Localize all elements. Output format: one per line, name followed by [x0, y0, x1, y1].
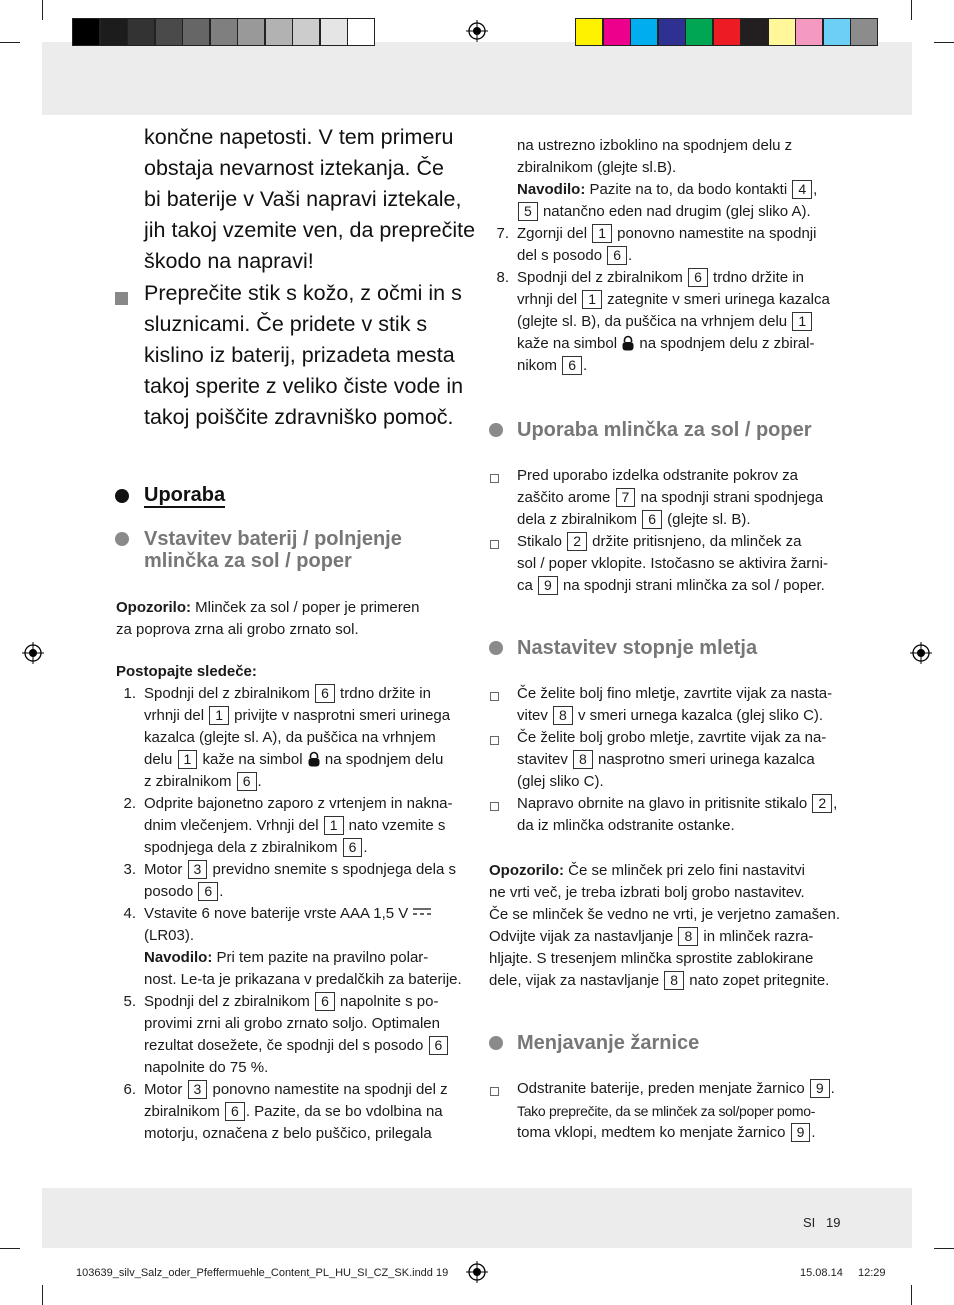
heading-nastavitev: Nastavitev stopnje mletja — [517, 637, 758, 659]
text: na spodnji strani mlinčka za sol / poper. — [558, 577, 825, 594]
text-line: Tako preprečite, da se mlinček za sol/poper pomo- — [517, 1103, 816, 1119]
text: Motor — [144, 1081, 187, 1098]
dc-voltage-icon — [412, 907, 432, 917]
list-item — [116, 859, 476, 903]
text-line: bi baterije v Vaši napravi iztekale, — [144, 187, 462, 211]
footer-band — [42, 1188, 912, 1248]
intro-warning-text — [144, 122, 484, 277]
color-swatch — [823, 18, 851, 46]
step-number: 8. — [496, 269, 509, 286]
text: delu — [144, 751, 177, 768]
text-line: sluznicami. Če pridete v stik s — [144, 312, 428, 336]
text: trdno držite in — [335, 685, 431, 702]
part-number-box: 2 — [567, 532, 587, 551]
registration-mark-icon — [466, 20, 488, 42]
text: Spodnji del z zbiralnikom — [144, 993, 315, 1010]
list-item — [116, 1079, 476, 1145]
square-bullet-icon — [115, 292, 128, 305]
mlincek-list — [489, 465, 849, 597]
text: vrhnji del — [517, 291, 582, 308]
text: dele, vijak za nastavljanje — [489, 972, 664, 989]
steps-list-continued — [489, 223, 849, 377]
text: nikom — [517, 357, 562, 374]
part-number-box: 1 — [209, 706, 229, 725]
text: spodnjega dela z zbiralnikom — [144, 839, 342, 856]
crop-mark — [42, 1285, 43, 1305]
crop-mark — [0, 1248, 20, 1249]
step-number: 4. — [123, 905, 136, 922]
text: . — [257, 773, 262, 790]
part-number-box: 1 — [178, 750, 198, 769]
text: nato vzemite s — [344, 817, 446, 834]
color-swatch — [768, 18, 796, 46]
procedure-label — [116, 661, 476, 683]
steps-list — [116, 683, 476, 1145]
text-line: sol / poper vklopite. Istočasno se aktivira žarni- — [517, 555, 828, 572]
note-label: Opozorilo: — [116, 599, 191, 616]
text-line: za poprova zrna ali grobo zrnato sol. — [116, 621, 359, 638]
text: kaže na simbol — [517, 335, 622, 352]
checkbox-bullet-icon — [490, 692, 499, 701]
part-number-box: 4 — [792, 180, 812, 199]
list-item — [116, 903, 476, 991]
section-bullet-icon — [115, 489, 129, 503]
text: Zgornji del — [517, 225, 592, 242]
part-number-box: 6 — [688, 268, 708, 287]
crop-mark — [911, 1285, 912, 1305]
list-item — [489, 531, 849, 597]
text: rezultat dosežete, če spodnji del s posodo — [144, 1037, 428, 1054]
step-number: 7. — [496, 225, 509, 242]
heading-text: Uporaba — [144, 484, 226, 506]
part-number-box: 6 — [607, 246, 627, 265]
list-item: Napravo obrnite na glavo in pritisnite stikalo 2 , da iz mlinčka odstranite ostanke. — [489, 793, 849, 837]
part-number-box: 8 — [664, 971, 684, 990]
list-item — [489, 465, 849, 531]
heading-text: Vstavitev baterij / polnjenje — [144, 528, 402, 550]
skin-contact-warning — [144, 278, 484, 433]
part-number-box: 1 — [324, 816, 344, 835]
text: napolnite s po- — [335, 993, 439, 1010]
part-number-box: 6 — [429, 1036, 449, 1055]
header-band — [42, 42, 912, 115]
color-swatch — [72, 18, 100, 46]
text-line: jih takoj vzemite ven, da preprečite — [144, 218, 476, 242]
part-number-box: 3 — [188, 1080, 208, 1099]
text: (glejte sl. B). — [663, 511, 751, 528]
text: ponovno namestite na spodnji del z — [208, 1081, 448, 1098]
part-number-box: 8 — [553, 706, 573, 725]
text: previdno snemite s spodnjega dela s — [208, 861, 456, 878]
heading-uporaba — [144, 484, 225, 507]
text-line: napolnite do 75 %. — [144, 1059, 269, 1076]
step-number: 2. — [123, 795, 136, 812]
checkbox-bullet-icon — [490, 474, 499, 483]
text: Odvijte vijak za nastavljanje — [489, 928, 678, 945]
text: trdno držite in — [708, 269, 804, 286]
page-language: SI — [803, 1215, 816, 1230]
checkbox-bullet-icon — [490, 736, 499, 745]
text-line: ne vrti več, je treba izbrati bolj grobo nastavitev. — [489, 884, 805, 901]
text-line: nost. Le-ta je prikazana v predalčkih za baterije. — [144, 971, 462, 988]
list-item — [116, 991, 476, 1079]
note-label: Navodilo: — [144, 949, 213, 966]
list-item: 7. Zgornji del 1 ponovno namestite na spodnji del s posodo 6 . — [489, 223, 849, 267]
text-line: (glej sliko C). — [517, 773, 604, 790]
part-number-box: 8 — [678, 927, 698, 946]
checkbox-bullet-icon — [490, 540, 499, 549]
text: . — [219, 883, 224, 900]
crop-mark — [0, 42, 20, 43]
color-swatch — [347, 18, 375, 46]
crop-mark — [934, 42, 954, 43]
text-line: zbiralnikom (glejte sl.B). — [517, 159, 677, 176]
color-swatch — [740, 18, 768, 46]
color-swatch — [210, 18, 238, 46]
text: z zbiralnikom — [144, 773, 236, 790]
color-swatch — [630, 18, 658, 46]
heading-vstavitev — [144, 528, 402, 572]
text: zaščito arome — [517, 489, 615, 506]
part-number-box: 6 — [562, 356, 582, 375]
text: v smeri urnega kazalca (glej sliko C). — [573, 707, 824, 724]
section-bullet-icon — [115, 532, 129, 546]
color-swatch — [795, 18, 823, 46]
heading-mlincek: Uporaba mlinčka za sol / poper — [517, 419, 812, 441]
text: nato zopet pritegnite. — [685, 972, 830, 989]
text: na spodnjem delu z zbiral- — [635, 335, 815, 352]
part-number-box: 9 — [810, 1079, 830, 1098]
text: ponovno namestite na spodnji — [613, 225, 817, 242]
part-number-box: 9 — [791, 1123, 811, 1142]
color-swatch — [320, 18, 348, 46]
list-item — [489, 727, 849, 793]
text: dela z zbiralnikom — [517, 511, 642, 528]
color-swatch — [292, 18, 320, 46]
text: Vstavite 6 nove baterije vrste AAA 1,5 V — [144, 905, 413, 922]
text: nasprotno smeri urinega kazalca — [593, 751, 815, 768]
text-line: (LR03). — [144, 927, 195, 944]
text: na spodnji strani spodnjega — [636, 489, 824, 506]
text: Če se mlinček pri zelo fini nastavitvi — [564, 862, 805, 879]
text-line: kislino iz baterij, prizadeta mesta — [144, 343, 455, 367]
text-line: obstaja nevarnost iztekanja. Če — [144, 156, 444, 180]
lock-icon — [307, 751, 321, 767]
text: natančno eden nad drugim (glej sliko A). — [538, 203, 811, 220]
text: kaže na simbol — [198, 751, 307, 768]
checkbox-bullet-icon — [490, 802, 499, 811]
list-item: Odstranite baterije, preden menjate žarnico 9 . Tako preprečite, da se mlinček za sol/poper pomo- toma vklopi, medtem ko menjate žarnico 9 . — [489, 1078, 849, 1144]
crop-mark — [911, 0, 912, 20]
section-bullet-icon — [489, 641, 503, 655]
opozorilo-note — [116, 597, 476, 641]
text: in mlinček razra- — [699, 928, 814, 945]
part-number-box: 6 — [343, 838, 363, 857]
text-line: hljajte. S tresenjem mlinčka sprostite zablokirane — [489, 950, 814, 967]
step-number: 1. — [123, 685, 136, 702]
text: . Pazite, da se bo vdolbina na — [245, 1103, 443, 1120]
part-number-box: 2 — [812, 794, 832, 813]
color-swatch — [603, 18, 631, 46]
note-label: Opozorilo: — [489, 862, 564, 879]
part-number-box: 6 — [315, 992, 335, 1011]
text: zbiralnikom — [144, 1103, 225, 1120]
registration-mark-icon — [910, 642, 932, 664]
step-number: 5. — [123, 993, 136, 1010]
crop-mark — [934, 1248, 954, 1249]
note-label: Navodilo: — [517, 181, 586, 198]
list-item — [489, 683, 849, 727]
text-line: kazalca (glejte sl. A), da puščica na vrhnjem — [144, 729, 436, 746]
file-name: 103639_silv_Salz_oder_Pfeffermuehle_Content_PL_HU_SI_CZ_SK.indd 19 — [76, 1267, 449, 1279]
color-swatch — [182, 18, 210, 46]
text-line: Če se mlinček še vedno ne vrti, je verjetno zamašen. — [489, 906, 840, 923]
part-number-box: 8 — [573, 750, 593, 769]
part-number-box: 6 — [642, 510, 662, 529]
text: zategnite v smeri urinega kazalca — [603, 291, 830, 308]
text: dnim vlečenjem. Vrhnji del — [144, 817, 323, 834]
color-swatch — [127, 18, 155, 46]
print-date: 15.08.14 — [800, 1267, 843, 1279]
part-number-box: 9 — [538, 576, 558, 595]
text-line: Odprite bajonetno zaporo z vrtenjem in nakna- — [144, 795, 453, 812]
text: vitev — [517, 707, 553, 724]
text: Napravo obrnite na glavo in pritisnite stikalo — [517, 795, 812, 812]
text-line: Če želite bolj fino mletje, zavrtite vijak za nasta- — [517, 685, 833, 702]
text: (glejte sl. B), da puščica na vrhnjem delu — [517, 313, 792, 330]
section-bullet-icon — [489, 1036, 503, 1050]
text: vrhnji del — [144, 707, 209, 724]
color-swatch — [155, 18, 183, 46]
part-number-box: 1 — [792, 312, 812, 331]
text: Odstranite baterije, preden menjate žarnico — [517, 1080, 809, 1097]
color-swatch — [265, 18, 293, 46]
text: ca — [517, 577, 538, 594]
text: Stikalo — [517, 533, 567, 550]
step-6-continued: na ustrezno izboklino na spodnjem delu z zbiralnikom (glejte sl.B). Navodilo: Pazite na to, da bodo kontakti 4 , 5 natančno eden nad drugim (glej sliko A). — [517, 135, 857, 223]
text-line: Mlinček za sol / poper je primeren — [191, 599, 420, 616]
color-swatch — [237, 18, 265, 46]
opozorilo-note-right — [489, 860, 849, 992]
text: na spodnjem delu — [320, 751, 444, 768]
text-line: končne napetosti. V tem primeru — [144, 125, 454, 149]
text-line: škodo na napravi! — [144, 249, 314, 273]
registration-mark-icon — [22, 642, 44, 664]
text-line: na ustrezno izboklino na spodnjem delu z — [517, 137, 793, 154]
step-number: 6. — [123, 1081, 136, 1098]
part-number-box: 3 — [188, 860, 208, 879]
part-number-box: 6 — [198, 882, 218, 901]
text-line: takoj sperite z veliko čiste vode in — [144, 374, 464, 398]
zarnice-list — [489, 1078, 849, 1144]
part-number-box: 7 — [616, 488, 636, 507]
text: Pazite na to, da bodo kontakti — [585, 181, 792, 198]
text: toma vklopi, medtem ko menjate žarnico — [517, 1124, 790, 1141]
part-number-box: 6 — [315, 684, 335, 703]
text-line: Preprečite stik s kožo, z očmi in s — [144, 281, 462, 305]
list-item — [116, 683, 476, 793]
part-number-box: 1 — [582, 290, 602, 309]
procedure-label-text: Postopajte sledeče: — [116, 663, 257, 680]
list-item: 8. Spodnji del z zbiralnikom 6 trdno držite in vrhnji del 1 zategnite v smeri urinega kazalca (glejte sl. B), da puščica na vrhnjem delu 1 kaže na simbol na spodnjem delu z zbiral- nikom 6 . — [489, 267, 849, 377]
text-line: provimi zrni ali grobo zrnato soljo. Optimalen — [144, 1015, 440, 1032]
color-swatch — [685, 18, 713, 46]
text: . — [363, 839, 368, 856]
part-number-box: 6 — [225, 1102, 245, 1121]
lock-icon — [621, 335, 635, 351]
list-item — [116, 793, 476, 859]
print-time: 12:29 — [858, 1267, 886, 1279]
text: posodo — [144, 883, 198, 900]
text: Spodnji del z zbiralnikom — [144, 685, 315, 702]
color-swatch — [658, 18, 686, 46]
checkbox-bullet-icon — [490, 1087, 499, 1096]
page-number: 19 — [826, 1215, 841, 1230]
step-number: 3. — [123, 861, 136, 878]
text-line: motorju, označena z belo puščico, prilegala — [144, 1125, 432, 1142]
text-line: Pred uporabo izdelka odstranite pokrov za — [517, 467, 799, 484]
text: Pri tem pazite na pravilno polar- — [212, 949, 429, 966]
nastavitev-list — [489, 683, 849, 837]
part-number-box: 6 — [237, 772, 257, 791]
registration-mark-icon — [466, 1261, 488, 1283]
text: držite pritisnjeno, da mlinček za — [588, 533, 802, 550]
section-bullet-icon — [489, 423, 503, 437]
text-line: takoj poiščite zdravniško pomoč. — [144, 405, 454, 429]
text-line: Če želite bolj grobo mletje, zavrtite vijak za na- — [517, 729, 827, 746]
heading-zarnice: Menjavanje žarnice — [517, 1032, 700, 1054]
color-swatch — [100, 18, 128, 46]
part-number-box: 1 — [592, 224, 612, 243]
color-swatch — [713, 18, 741, 46]
text: del s posodo — [517, 247, 607, 264]
text: Motor — [144, 861, 187, 878]
text: privijte v nasprotni smeri urinega — [230, 707, 451, 724]
part-number-box: 5 — [518, 202, 538, 221]
text: Spodnji del z zbiralnikom — [517, 269, 688, 286]
text: stavitev — [517, 751, 573, 768]
heading-text: mlinčka za sol / poper — [144, 550, 352, 572]
crop-mark — [42, 0, 43, 20]
text-line: da iz mlinčka odstranite ostanke. — [517, 817, 735, 834]
color-swatch — [850, 18, 878, 46]
color-swatch — [575, 18, 603, 46]
